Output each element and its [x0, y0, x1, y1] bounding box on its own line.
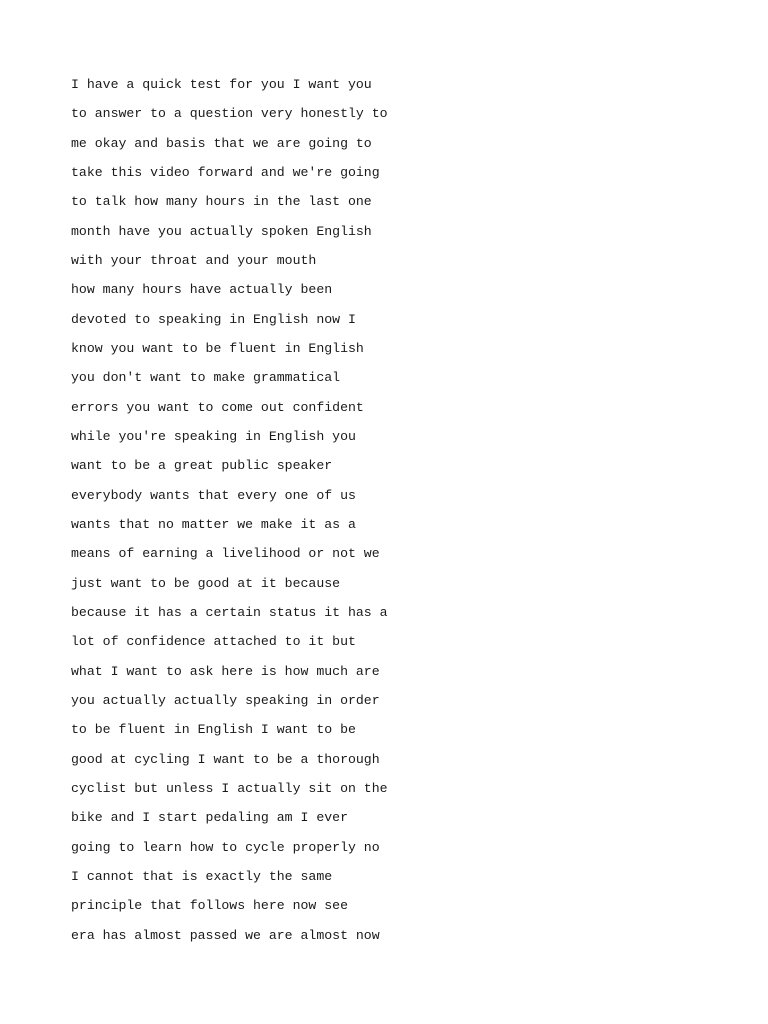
- transcript-line-4: take this video forward and we're going: [71, 164, 380, 180]
- transcript-line-25: cyclist but unless I actually sit on the: [71, 780, 388, 796]
- transcript-line-26: bike and I start pedaling am I ever: [71, 810, 348, 826]
- transcript-line-10: know you want to be fluent in English: [71, 340, 364, 356]
- transcript-line-22: you actually actually speaking in order: [71, 692, 380, 708]
- transcript-line-14: want to be a great public speaker: [71, 458, 333, 474]
- transcript-line-18: just want to be good at it because: [71, 575, 341, 591]
- transcript-line-17: means of earning a livelihood or not we: [71, 546, 380, 562]
- transcript-line-3: me okay and basis that we are going to: [71, 135, 372, 151]
- transcript-line-19: because it has a certain status it has a: [71, 604, 388, 620]
- transcript-line-15: everybody wants that every one of us: [71, 487, 356, 503]
- transcript-line-9: devoted to speaking in English now I: [71, 311, 356, 327]
- transcript-line-21: what I want to ask here is how much are: [71, 663, 380, 679]
- transcript-line-24: good at cycling I want to be a thorough: [71, 751, 380, 767]
- transcript-line-12: errors you want to come out confident: [71, 399, 364, 415]
- transcript-line-29: principle that follows here now see: [71, 898, 348, 914]
- transcript-line-23: to be fluent in English I want to be: [71, 722, 356, 738]
- transcript-line-13: while you're speaking in English you: [71, 428, 356, 444]
- transcript-line-16: wants that no matter we make it as a: [71, 516, 356, 532]
- transcript-line-8: how many hours have actually been: [71, 282, 333, 298]
- transcript-line-20: lot of confidence attached to it but: [71, 634, 356, 650]
- transcript-line-30: era has almost passed we are almost now: [71, 927, 380, 943]
- transcript-line-1: I have a quick test for you I want you: [71, 77, 372, 92]
- transcript-line-2: to answer to a question very honestly to: [71, 106, 388, 122]
- transcript-line-7: with your throat and your mouth: [71, 252, 317, 268]
- transcript-line-5: to talk how many hours in the last one: [71, 194, 372, 210]
- transcript-line-28: I cannot that is exactly the same: [71, 868, 333, 884]
- transcript-line-6: month have you actually spoken English: [71, 223, 372, 239]
- transcript-line-27: going to learn how to cycle properly no: [71, 839, 380, 855]
- transcript-line-11: you don't want to make grammatical: [71, 370, 341, 386]
- transcript-document: [71, 70, 731, 950]
